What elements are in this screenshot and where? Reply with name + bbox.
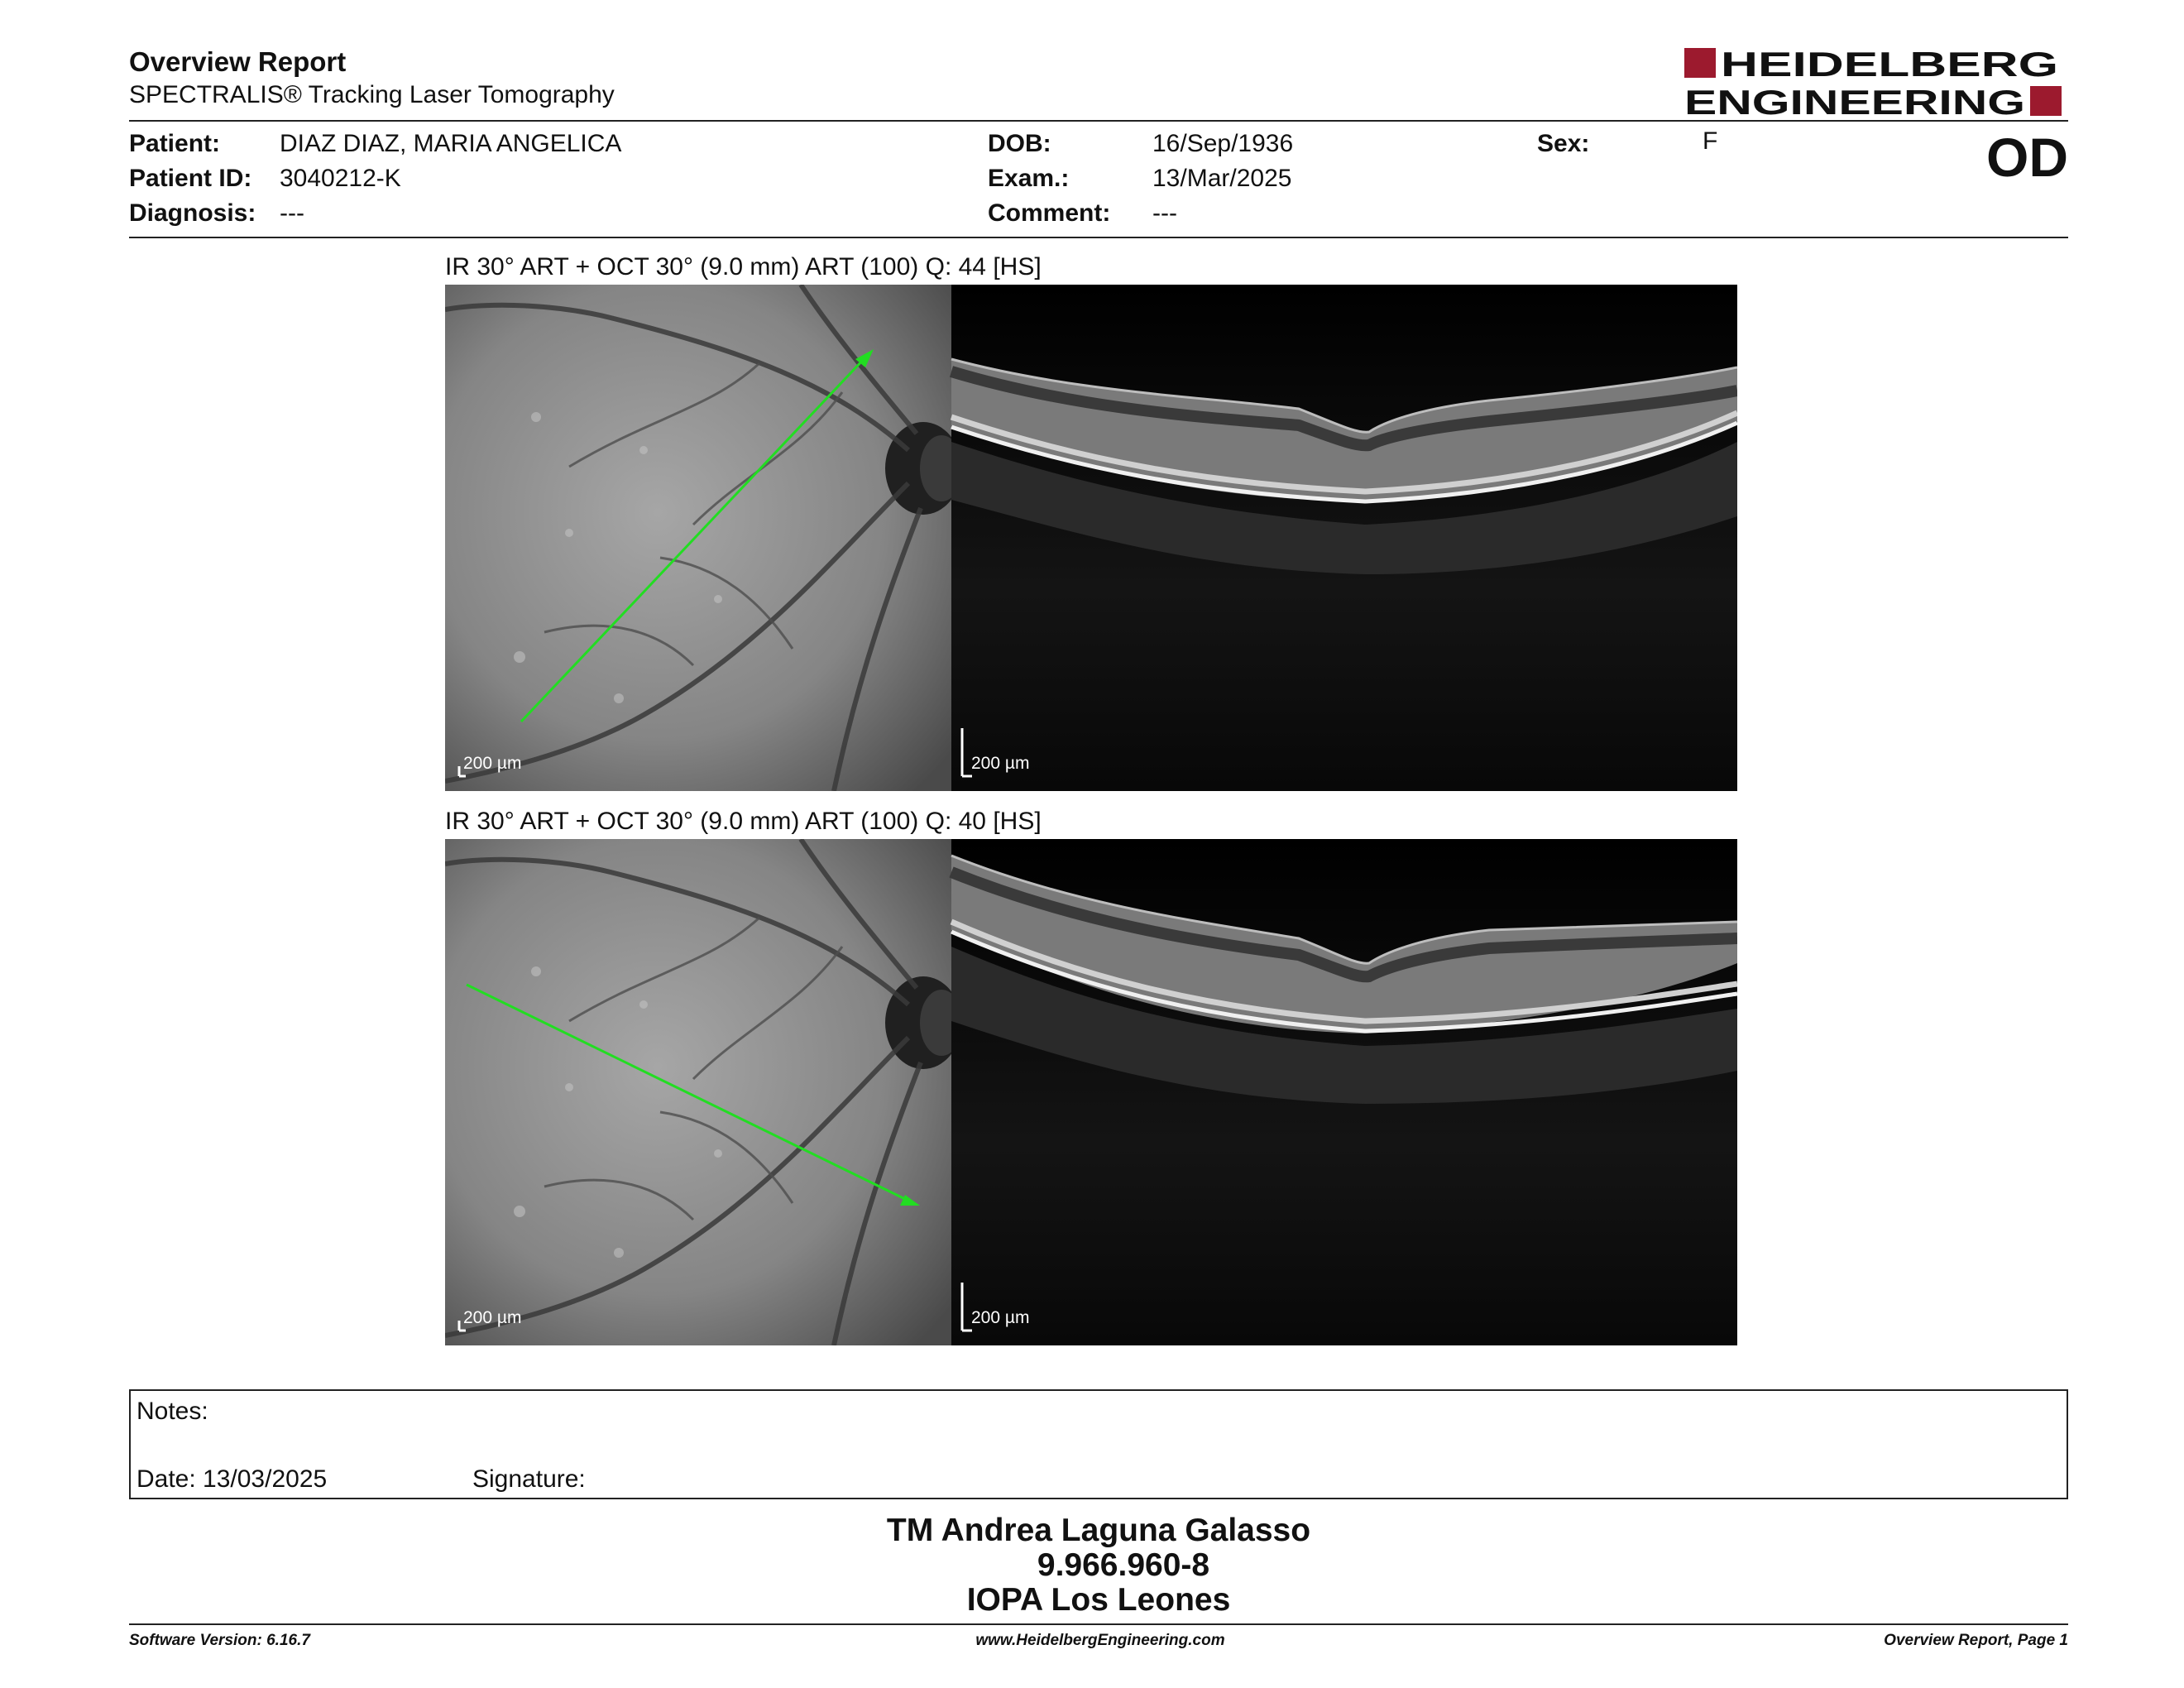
footer-rule [129,1623,2068,1625]
scan-panel-2 [445,839,1737,1345]
signatory-id: 9.966.960-8 [1037,1547,1210,1583]
fundus-scale-2: 200 µm [463,1308,522,1327]
signatory-org: IOPA Los Leones [966,1582,1231,1618]
sex-value: F [1703,127,1718,155]
logo-line1: HEIDELBERG [1721,46,2058,84]
fundus-image-1 [445,285,963,791]
oct-scale-2: 200 µm [971,1308,1030,1327]
diagnosis-label: Diagnosis: [129,199,256,227]
patient-rule [129,237,2068,238]
comment-value: --- [1152,199,1177,227]
exam-label: Exam.: [988,165,1070,192]
header-rule [129,120,2068,122]
oct-scale-1: 200 µm [971,754,1030,773]
page-indicator: Overview Report, Page 1 [1884,1632,2068,1649]
oct-bscan-2 [951,839,1737,1345]
sex-label: Sex: [1537,130,1590,157]
diagnosis-value: --- [280,199,304,227]
exam-value: 13/Mar/2025 [1152,165,1292,192]
report-title: Overview Report [129,46,347,77]
scan-2-title: IR 30° ART + OCT 30° (9.0 mm) ART (100) Q: 40 [HS] [445,808,1042,835]
notes-box [129,1389,2068,1499]
dob-value: 16/Sep/1936 [1152,130,1294,157]
software-version: Software Version: 6.16.7 [129,1632,310,1649]
scan-1-title: IR 30° ART + OCT 30° (9.0 mm) ART (100) Q: 44 [HS] [445,253,1042,281]
notes-date: Date: 13/03/2025 [136,1465,328,1493]
scan-panel-1 [445,285,1737,791]
report-subtitle: SPECTRALIS® Tracking Laser Tomography [129,81,615,108]
website-link[interactable]: www.HeidelbergEngineering.com [975,1632,1225,1649]
heidelberg-logo [1684,46,2062,117]
signatory-name: TM Andrea Laguna Galasso [886,1513,1311,1548]
fundus-scale-1: 200 µm [463,754,522,773]
dob-label: DOB: [988,130,1051,157]
notes-label: Notes: [136,1398,208,1425]
oct-bscan-1 [951,285,1737,791]
signature-label: Signature: [472,1465,586,1493]
fundus-image-2 [445,839,963,1345]
patient-id: 3040212-K [280,165,401,192]
eye-laterality: OD [1986,127,2068,188]
patient-name: DIAZ DIAZ, MARIA ANGELICA [280,130,622,157]
patient-id-label: Patient ID: [129,165,252,192]
logo-line2: ENGINEERING [1684,83,2025,117]
comment-label: Comment: [988,199,1111,227]
patient-label: Patient: [129,130,221,157]
